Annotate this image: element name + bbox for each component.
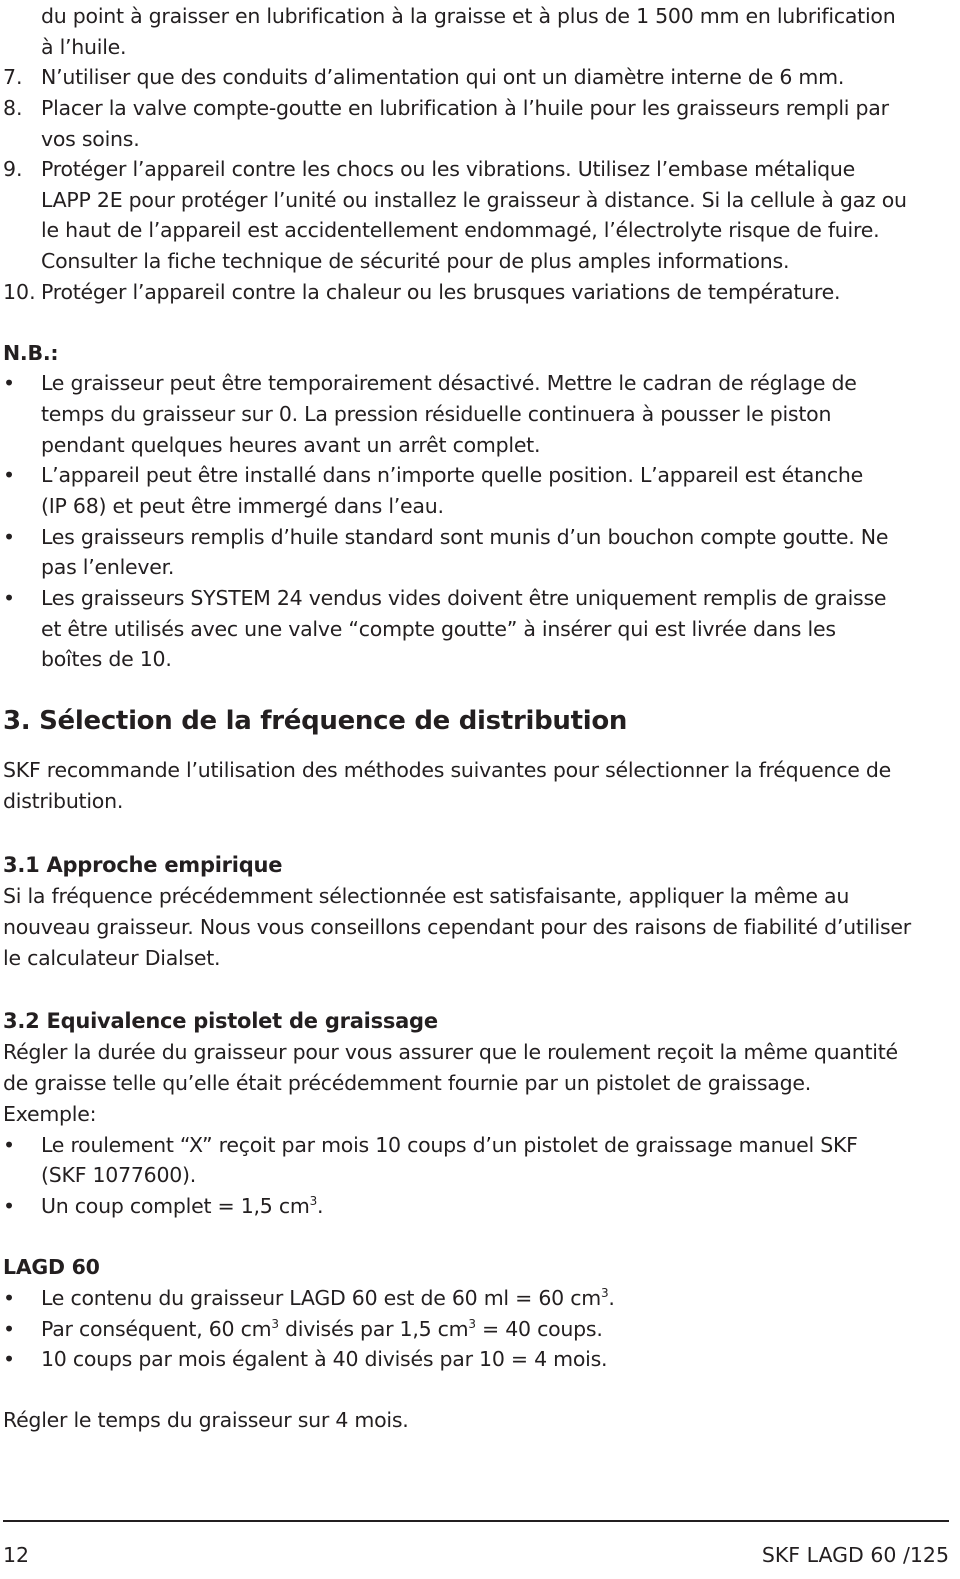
section-3-2-line-1: Régler la durée du graisseur pour vous assurer que le roulement reçoit la même quantité	[3, 1040, 898, 1064]
lagd60-b1-end: .	[608, 1286, 615, 1310]
lagd60-bullet-1-line	[41, 1286, 615, 1310]
lagd60-bullet-1: •	[3, 1286, 16, 1310]
section-3-2-bullet-1-line-2: (SKF 1077600).	[41, 1163, 197, 1187]
section-3-2-line-2: de graisse telle qu’elle était précédemment fournie par un pistolet de graissage.	[3, 1071, 811, 1095]
section-3-2-example-label: Exemple:	[3, 1102, 97, 1126]
nb-item-2-line-2: (IP 68) et peut être immergé dans l’eau.	[41, 494, 444, 518]
superscript-3: 3	[600, 1286, 609, 1300]
nb-item-1-line-3: pendant quelques heures avant un arrêt complet.	[41, 433, 541, 457]
lagd60-bullet-3-line: 10 coups par mois égalent à 40 divisés par 10 = 4 mois.	[41, 1347, 608, 1371]
superscript-3: 3	[468, 1317, 476, 1331]
nb-item-4-line-3: boîtes de 10.	[41, 647, 172, 671]
lagd60-b2-text-c: = 40 coups.	[475, 1317, 603, 1341]
nb-item-1-line-2: temps du graisseur sur 0. La pression résiduelle continuera à pousser le piston	[41, 402, 832, 426]
section-3-2-bullet-2: •	[3, 1194, 16, 1218]
nb-bullet-4: •	[3, 586, 16, 610]
section-3-heading: 3. Sélection de la fréquence de distribution	[3, 706, 628, 736]
section-3-1-heading: 3.1 Approche empirique	[3, 853, 283, 877]
footer-divider	[3, 1520, 949, 1522]
nb-item-4-line-2: et être utilisés avec une valve “compte goutte” à insérer qui est livrée dans les	[41, 617, 836, 641]
lagd60-conclusion: Régler le temps du graisseur sur 4 mois.	[3, 1408, 409, 1432]
nb-bullet-1: •	[3, 371, 16, 395]
superscript-3: 3	[271, 1317, 279, 1331]
lagd60-b2-text-a: Par conséquent, 60 cm	[41, 1317, 272, 1341]
section-3-2-bullet-2-end: .	[316, 1194, 324, 1218]
product-name: SKF LAGD 60 /125	[761, 1543, 949, 1567]
page-number: 12	[3, 1543, 30, 1567]
nb-item-3-line-2: pas l’enlever.	[41, 555, 175, 579]
list-item-9-line-1: Protéger l’appareil contre les chocs ou les vibrations. Utilisez l’embase métalique	[41, 157, 856, 181]
list-item-9-line-4: Consulter la fiche technique de sécurité pour de plus amples informations.	[41, 249, 790, 273]
section-3-2-bullet-2-line	[41, 1194, 323, 1218]
list-item-8-line-1: Placer la valve compte-goutte en lubrification à l’huile pour les graisseurs rempli par	[41, 96, 889, 120]
lagd60-b2-text-b: divisés par 1,5 cm	[278, 1317, 469, 1341]
section-3-2-bullet-2-text: Un coup complet = 1,5 cm	[41, 1194, 310, 1218]
section-3-2-bullet-1-line-1: Le roulement “X” reçoit par mois 10 coups d’un pistolet de graissage manuel SKF	[41, 1133, 858, 1157]
list-item-10-line-1: Protéger l’appareil contre la chaleur ou les brusques variations de température.	[41, 280, 841, 304]
nb-bullet-2: •	[3, 463, 16, 487]
lagd60-b1-text: Le contenu du graisseur LAGD 60 est de 60 ml = 60 cm	[41, 1286, 601, 1310]
section-3-1-line-1: Si la fréquence précédemment sélectionnée est satisfaisante, appliquer la même au	[3, 884, 850, 908]
lagd60-bullet-2-line	[41, 1317, 603, 1341]
list-item-6-line-1: du point à graisser en lubrification à la graisse et à plus de 1 500 mm en lubrification	[41, 4, 896, 28]
list-number-10: 10.	[3, 280, 36, 304]
list-item-6-line-2: à l’huile.	[41, 35, 127, 59]
nb-item-2-line-1: L’appareil peut être installé dans n’importe quelle position. L’appareil est étanche	[41, 463, 863, 487]
lagd60-bullet-3: •	[3, 1347, 16, 1371]
section-3-2-bullet-1: •	[3, 1133, 16, 1157]
list-number-9: 9.	[3, 157, 23, 181]
lagd60-heading: LAGD 60	[3, 1255, 100, 1279]
nb-item-4-line-1: Les graisseurs SYSTEM 24 vendus vides doivent être uniquement remplis de graisse	[41, 586, 887, 610]
section-3-1-line-3: le calculateur Dialset.	[3, 946, 221, 970]
list-number-7: 7.	[3, 65, 23, 89]
superscript-3: 3	[309, 1194, 317, 1208]
section-3-2-heading: 3.2 Equivalence pistolet de graissage	[3, 1009, 438, 1033]
list-item-7-line-1: N’utiliser que des conduits d’alimentation qui ont un diamètre interne de 6 mm.	[41, 65, 845, 89]
list-item-8-line-2: vos soins.	[41, 127, 140, 151]
list-number-8: 8.	[3, 96, 23, 120]
list-item-9-line-2: LAPP 2E pour protéger l’unité ou installez le graisseur à distance. Si la cellule à gaz ou	[41, 188, 907, 212]
nb-bullet-3: •	[3, 525, 16, 549]
list-item-9-line-3: le haut de l’appareil est accidentellement endommagé, l’électrolyte risque de fuire.	[41, 218, 880, 242]
nb-title: N.B.:	[3, 341, 59, 365]
section-3-intro-line-1: SKF recommande l’utilisation des méthodes suivantes pour sélectionner la fréquence de	[3, 758, 892, 782]
lagd60-bullet-2: •	[3, 1317, 16, 1341]
section-3-intro-line-2: distribution.	[3, 789, 124, 813]
section-3-1-line-2: nouveau graisseur. Nous vous conseillons cependant pour des raisons de fiabilité d’utiliser	[3, 915, 911, 939]
nb-item-1-line-1: Le graisseur peut être temporairement désactivé. Mettre le cadran de réglage de	[41, 371, 857, 395]
nb-item-3-line-1: Les graisseurs remplis d’huile standard sont munis d’un bouchon compte goutte. Ne	[41, 525, 889, 549]
